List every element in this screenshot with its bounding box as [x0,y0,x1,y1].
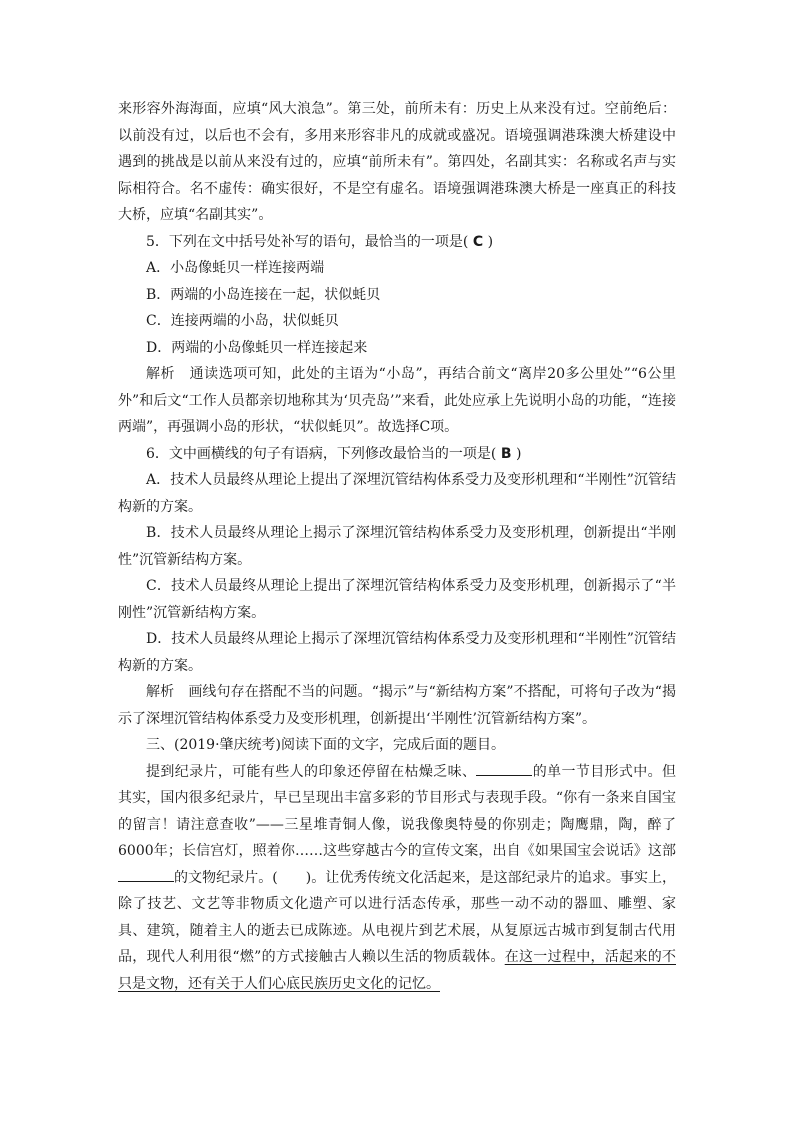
question-6-option-b: B．技术人员最终从理论上揭示了深埋沉管结构体系受力及变形机理，创新提出“半刚性”沉管新结构方案。 [118,525,676,568]
question-6-option-d: D．技术人员最终从理论上揭示了深埋沉管结构体系受力及变形机理和“半刚性”沉管结构新的方案。 [118,631,676,674]
question-6-stem [118,441,676,468]
section-3-heading: 三、(2019·肇庆统考)阅读下面的文字，完成后面的题目。 [146,737,506,753]
question-6-option-a: A．技术人员最终从理论上提出了深埋沉管结构体系受力及变形机理和“半刚性”沉管结构新的方案。 [118,472,676,515]
question-5-stem-text: 5．下列在文中括号处补写的语句，最恰当的一项是( [146,233,469,250]
analysis-label: 解析 [146,684,175,700]
analysis-label: 解析 [146,366,176,382]
question-6-stem-close: ) [515,445,522,462]
section-3-passage [118,759,676,998]
question-5-analysis [118,361,676,441]
question-5-stem-close: ) [487,233,494,250]
question-6-stem-text: 6．文中画横线的句子有语病，下列修改最恰当的一项是( [146,445,497,462]
question-5-option-d: D．两端的小岛像蚝贝一样连接起来 [146,339,368,356]
passage-part-1: 提到纪录片，可能有些人的印象还停留在枯燥乏味、 [146,763,477,780]
question-5-option-b: B．两端的小岛连接在一起，状似蚝贝 [146,286,381,303]
fill-blank-1 [476,761,532,776]
analysis-text: 画线句存在搭配不当的问题。“揭示”与“新结构方案”不搭配，可将句子改为“揭示了深埋沉管结构体系受力及变形机理，创新提出‘半刚性’沉管新结构方案”。 [118,684,676,727]
analysis-text: 通读选项可知，此处的主语为“小岛”，再结合前文“离岸20多公里处”“6公里外”和后文“工作人员都亲切地称其为‘贝壳岛’”来看，此处应承上先说明小岛的功能，“连接两端”，再强调小岛的形状，“状似蚝贝”。故选择C项。 [118,366,677,435]
underlined-sentence: 在这一过程中，活起来的不只是文物，还有关于人们心底民族历史文化的记忆。 [118,949,676,992]
question-5-option-a: A．小岛像蚝贝一样连接两端 [146,260,325,276]
question-5-stem [118,229,676,256]
passage-part-3: 的文物纪录片。( )。让优秀传统文化活起来，是这部纪录片的追求。事实上，除了技艺、文艺等非物质文化遗产可以进行活态传承，那些一动不动的器皿、雕塑、家具、建筑，随着主人的逝去已成陈迹。从电视片到艺术展，从复原远古城市到复制古代用品，现代人利用很“燃”的方式接触古人赖以生活的物质载体。 [118,869,676,965]
top-paragraph: 来形容外海海面，应填“风大浪急”。第三处，前所未有：历史上从来没有过。空前绝后：以前没有过，以后也不会有，多用来形容非凡的成就或盛况。语境强调港珠澳大桥建设中遇到的挑战是以前从来没有过的，应填“前所未有”。第四处，名副其实：名称或名声与实际相符合。名不虚传：确实很好，不是空有虚名。语境强调港珠澳大桥是一座真正的科技大桥，应填“名副其实”。 [118,101,676,223]
passage-part-2: 的单一节目形式中。但其实，国内很多纪录片，早已呈现出丰富多彩的节目形式与表现手段。“你有一条来自国宝的留言！请注意查收”——三星堆青铜人像，说我像奥特曼的你别走；陶鹰鼎，陶，醉了6000年；长信宫灯，照着你……这些穿越古今的宣传文案，出自《如果国宝会说话》这部 [118,763,677,859]
question-5-answer: C [472,233,484,250]
fill-blank-2 [118,867,174,882]
question-6-option-c: C．技术人员最终从理论上提出了深埋沉管结构体系受力及变形机理，创新揭示了“半刚性”沉管新结构方案。 [118,578,676,621]
question-6-answer: B [500,445,512,462]
question-6-analysis [118,679,676,732]
question-5-option-c: C．连接两端的小岛，状似蚝贝 [146,313,339,329]
